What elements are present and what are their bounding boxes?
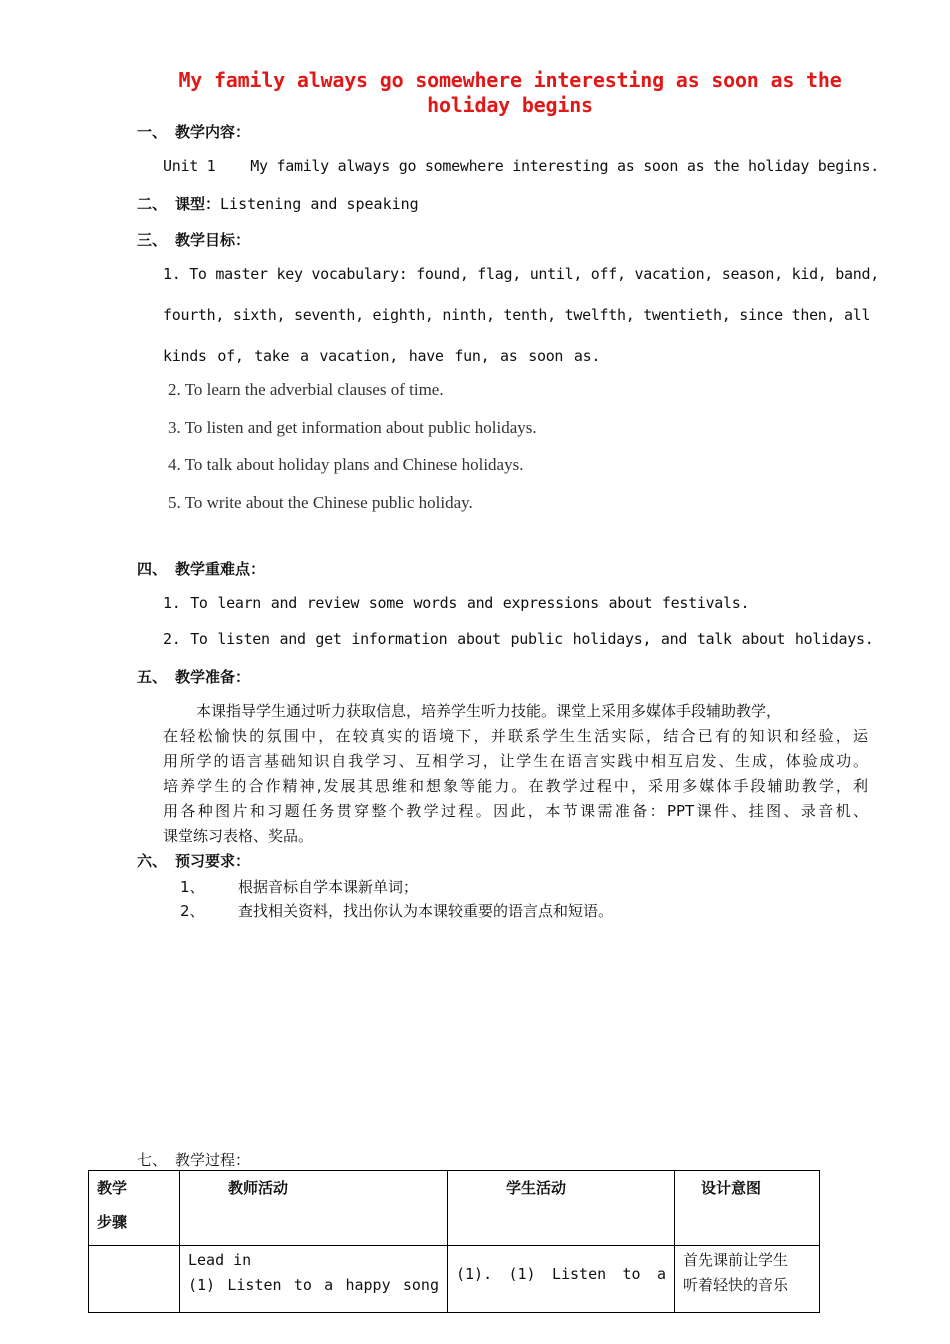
table-row	[89, 1246, 820, 1313]
preview-item-text: 查找相关资料，找出你认为本课较重要的语言点和短语。	[238, 902, 614, 920]
preview-item-text: 根据音标自学本课新单词；	[238, 878, 419, 896]
header-cell-intent: 设计意图	[675, 1171, 820, 1246]
section-number: 二、	[137, 195, 168, 213]
section-number: 一、	[137, 123, 168, 141]
paragraph-line: 课堂练习表格、奖品。	[163, 827, 314, 845]
paragraph-line: 用各种图片和习题任务贯穿整个教学过程。因此，本节课需准备：PPT课件、挂图、录音机、	[163, 802, 868, 820]
section-7-heading	[137, 1149, 250, 1170]
section-6-heading	[137, 850, 250, 871]
paragraph-line: 培养学生的合作精神,发展其思维和想象等能力。在教学过程中，采用多媒体手段辅助教学，利	[163, 777, 868, 795]
section-label: 教学重难点：	[175, 560, 266, 578]
preview-item-number: 2、	[180, 902, 205, 920]
section-label: 教学过程：	[175, 1151, 251, 1169]
paragraph-line: 在轻松愉快的氛围中，在较真实的语境下，并联系学生生活实际，结合已有的知识和经验，运	[163, 727, 868, 745]
objective-line: 1. To master key vocabulary: found, flag, until, off, vacation, season, kid, band,	[163, 265, 879, 283]
objective-line: 2. To learn the adverbial clauses of time.	[168, 380, 444, 399]
section-2-heading	[137, 193, 419, 214]
paragraph-line: 本课指导学生通过听力获取信息，培养学生听力技能。课堂上采用多媒体手段辅助教学，	[196, 702, 782, 720]
step-cell	[89, 1246, 180, 1313]
header-text: 教学	[97, 1179, 128, 1197]
paragraph-line: 用所学的语言基础知识自我学习、互相学习，让学生在语言实践中相互启发、生成，体验成功。	[163, 752, 868, 770]
title-line-1: My family always go somewhere interesting as soon as the	[178, 68, 842, 92]
section-label: 教学目标：	[175, 231, 251, 249]
section-number: 三、	[137, 231, 168, 249]
key-point-line: 2. To listen and get information about public holidays, and talk about holidays.	[163, 630, 874, 648]
header-cell-step	[89, 1171, 180, 1246]
cell-line: Lead in	[188, 1251, 252, 1269]
course-type-value: Listening and speaking	[220, 195, 419, 213]
key-point-line: 1. To learn and review some words and expressions about festivals.	[163, 594, 750, 612]
objective-line: fourth, sixth, seventh, eighth, ninth, tenth, twelfth, twentieth, since then, all	[163, 306, 871, 324]
table-header-row	[89, 1171, 820, 1246]
objective-line: 4. To talk about holiday plans and Chinese holidays.	[168, 455, 524, 474]
cell-line: 首先课前让学生	[683, 1251, 789, 1269]
preview-item-number: 1、	[180, 878, 205, 896]
cell-line: 听着轻快的音乐	[683, 1276, 789, 1294]
teacher-activity-cell	[180, 1246, 448, 1313]
header-cell-student: 学生活动	[448, 1171, 675, 1246]
section-label: 预习要求：	[175, 852, 251, 870]
objective-line: kinds of, take a vacation, have fun, as soon as.	[163, 347, 601, 365]
section-1-heading	[137, 121, 250, 142]
cell-line: (1) Listen to a happy song	[188, 1276, 439, 1294]
section-number: 七、	[137, 1151, 168, 1169]
header-text: 步骤	[97, 1213, 128, 1231]
title-line-2: holiday begins	[427, 93, 593, 117]
header-cell-teacher: 教师活动	[180, 1171, 448, 1246]
teaching-process-table	[88, 1170, 820, 1313]
section-1-content: Unit 1 My family always go somewhere interesting as soon as the holiday begins.	[163, 157, 879, 175]
design-intent-cell	[675, 1246, 820, 1313]
preparation-paragraph	[163, 699, 868, 849]
section-number: 五、	[137, 668, 168, 686]
student-activity-cell	[448, 1246, 675, 1313]
section-5-heading	[137, 666, 250, 687]
section-number: 六、	[137, 852, 168, 870]
objective-line: 3. To listen and get information about public holidays.	[168, 418, 537, 437]
section-label: 课型：	[175, 195, 221, 213]
cell-line: (1). (1) Listen to a	[456, 1264, 666, 1283]
objective-line: 5. To write about the Chinese public holiday.	[168, 493, 473, 512]
section-number: 四、	[137, 560, 168, 578]
section-4-heading	[137, 558, 265, 579]
section-label: 教学内容：	[175, 123, 251, 141]
section-3-heading	[137, 229, 250, 250]
section-label: 教学准备：	[175, 668, 251, 686]
document-title	[150, 68, 870, 118]
